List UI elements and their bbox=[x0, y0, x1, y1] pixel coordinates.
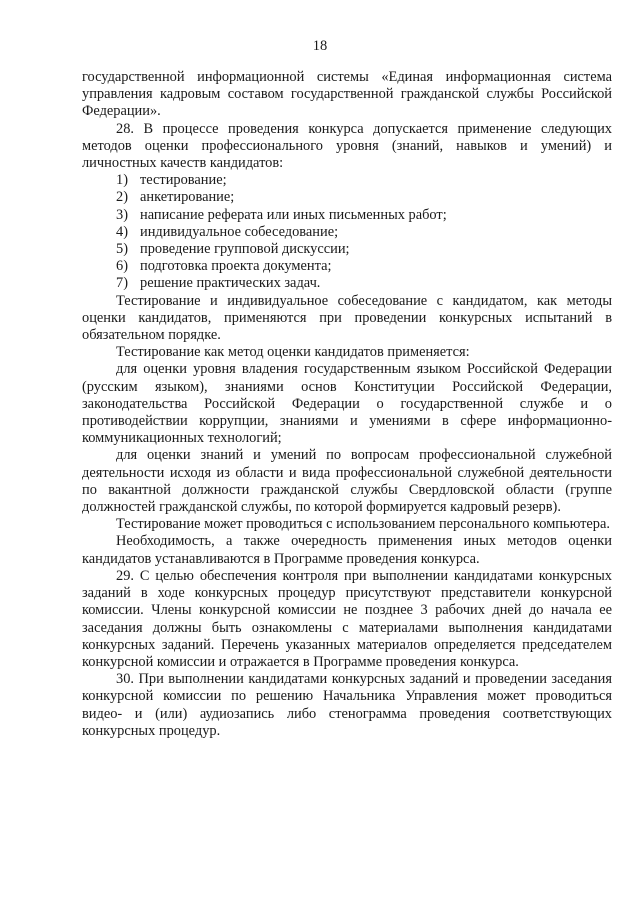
list-item-number: 1) bbox=[116, 172, 128, 189]
list-item-number: 6) bbox=[116, 258, 128, 275]
paragraph-testing-language: для оценки уровня владения государственным языком Российской Федерации (русским языком), знаниями основ Конституции Российской Федерации, законодательства Российской Федерации о государственной службе и о противодействии коррупции, знаниями и умениями в сфере информационно-коммуникационных технологий; bbox=[82, 361, 612, 447]
list-item-number: 2) bbox=[116, 189, 128, 206]
list-item bbox=[82, 275, 612, 292]
list-item-text: индивидуальное собеседование; bbox=[140, 223, 339, 240]
paragraph-testing-computer: Тестирование может проводиться с использованием персонального компьютера. bbox=[116, 516, 610, 533]
paragraph-30: 30. При выполнении кандидатами конкурсных заданий и проведении заседания конкурсной комиссии по решению Начальника Управления может проводиться видео- и (или) аудиозапись либо стенограмма проведения соответствующих конкурсных процедур. bbox=[82, 671, 612, 739]
list-item-number: 5) bbox=[116, 241, 128, 258]
list-item bbox=[82, 241, 612, 258]
page-number: 18 bbox=[312, 38, 328, 54]
methods-list bbox=[82, 172, 612, 292]
list-item bbox=[82, 189, 612, 206]
list-item-number: 7) bbox=[116, 275, 128, 292]
paragraph-29: 29. С целью обеспечения контроля при выполнении кандидатами конкурсных заданий в ходе конкурсных процедур присутствуют представители конкурсной комиссии. Члены конкурсной комиссии не позднее 3 рабочих дней до начала ее заседания должны быть ознакомлены с материалами выполнения кандидатами конкурсных заданий. Перечень указанных материалов определяется председателем конкурсной комиссии и отражается в Программе проведения конкурса. bbox=[82, 567, 612, 670]
list-item-text: написание реферата или иных письменных работ; bbox=[140, 206, 447, 223]
list-item-text: тестирование; bbox=[140, 172, 227, 189]
document-body bbox=[82, 69, 612, 740]
list-item bbox=[82, 172, 612, 189]
list-item-text: анкетирование; bbox=[140, 189, 235, 206]
list-item-number: 3) bbox=[116, 206, 128, 223]
list-item bbox=[82, 258, 612, 275]
list-item bbox=[82, 207, 612, 224]
list-item bbox=[82, 224, 612, 241]
list-item-text: решение практических задач. bbox=[140, 275, 321, 292]
list-item-text: проведение групповой дискуссии; bbox=[140, 241, 350, 258]
paragraph-other-methods: Необходимость, а также очередность применения иных методов оценки кандидатов устанавливаются в Программе проведения конкурса. bbox=[82, 533, 612, 567]
paragraph-28: 28. В процессе проведения конкурса допускается применение следующих методов оценки профессионального уровня (знаний, навыков и умений) и личностных качеств кандидатов: bbox=[82, 120, 612, 172]
paragraph-mandatory-methods: Тестирование и индивидуальное собеседование с кандидатом, как методы оценки кандидатов, применяются при проведении конкурсных испытаний в обязательном порядке. bbox=[82, 292, 612, 344]
list-item-number: 4) bbox=[116, 223, 128, 240]
list-item-text: подготовка проекта документа; bbox=[140, 258, 332, 275]
paragraph-testing-professional: для оценки знаний и умений по вопросам профессиональной служебной деятельности исходя из области и вида профессиональной служебной деятельности по вакантной должности гражданской службы Свердловской области (группе должностей гражданской службы, по которой формируется кадровый резерв). bbox=[82, 447, 612, 516]
paragraph-testing-intro: Тестирование как метод оценки кандидатов применяется: bbox=[116, 344, 470, 361]
paragraph-continuation: государственной информационной системы «Единая информационная система управления кадровым составом государственной гражданской службы Российской Федерации». bbox=[82, 69, 612, 120]
